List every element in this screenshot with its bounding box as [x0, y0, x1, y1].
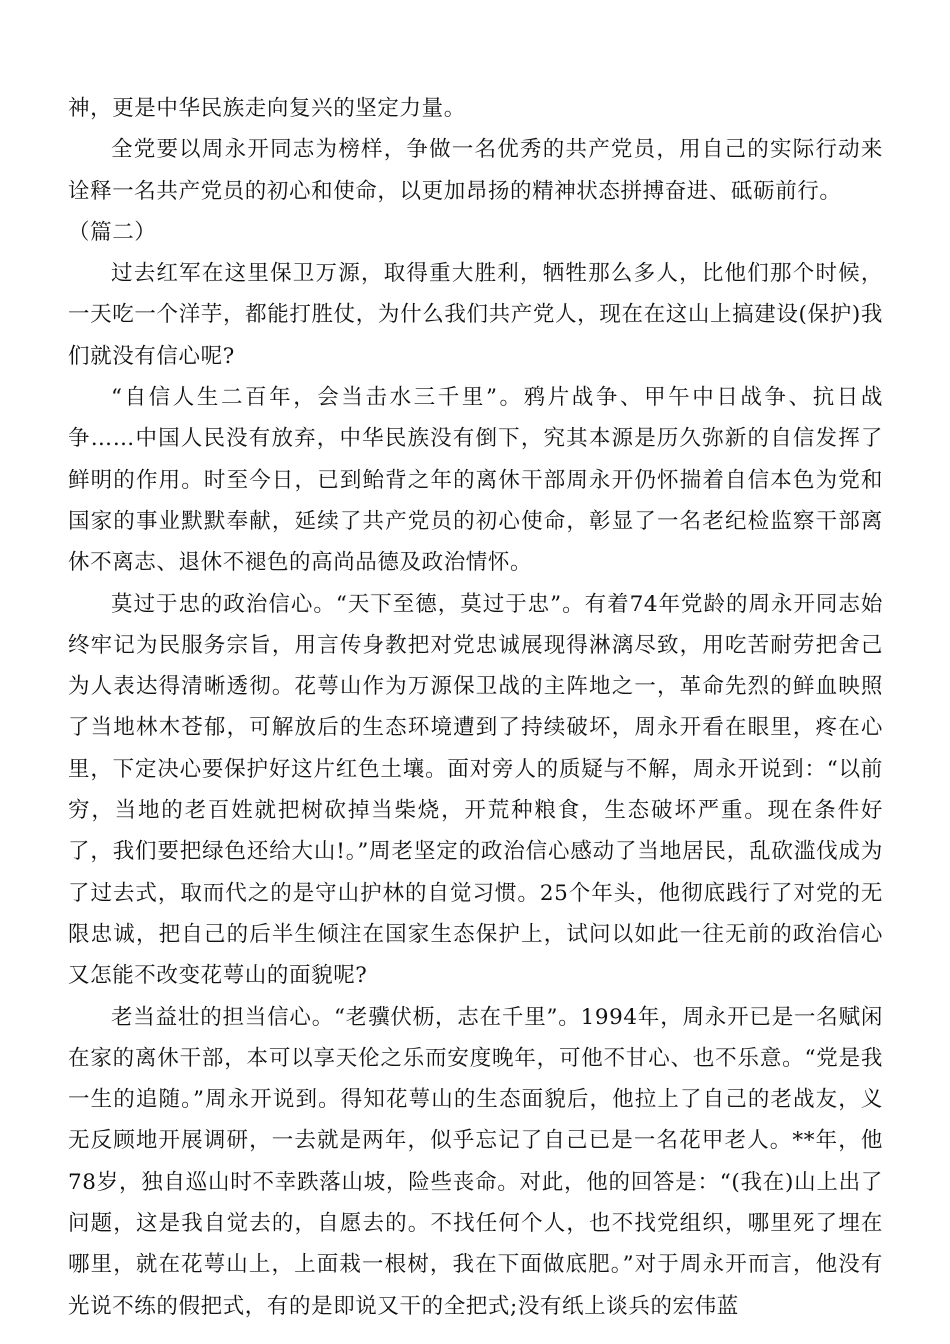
- section-heading: （篇二）: [68, 219, 157, 245]
- paragraph-role-model: 全党要以周永开同志为榜样，争做一名优秀的共产党员，用自己的实际行动来诠释一名共产党员的初心和使命，以更加昂扬的精神状态拼搏奋进、砥砺前行。: [68, 137, 883, 204]
- paragraph-responsibility-confidence: 老当益壮的担当信心。“老骥伏枥，志在千里”。1994年，周永开已是一名赋闲在家的离休干部，本可以享天伦之乐而安度晚年，可他不甘心、也不乐意。“党是我一生的追随。”周永开说到。得知花萼山的生态面貌后，他拉上了自己的老战友，义无反顾地开展调研，一去就是两年，似乎忘记了自己已是一名花甲老人。**年，他78岁，独自巡山时不幸跌落山坡，险些丧命。对此，他的回答是：“(我在)山上出了问题，这是我自觉去的，自愿去的。不找任何个人，也不找党组织，哪里死了埋在哪里，就在花萼山上，上面栽一根树，我在下面做底肥。”对于周永开而言，他没有光说不练的假把式，有的是即说又干的全把式;没有纸上谈兵的宏伟蓝: [68, 1004, 883, 1319]
- paragraph-self-confidence: “自信人生二百年，会当击水三千里”。鸦片战争、甲午中日战争、抗日战争……中国人民没有放弃，中华民族没有倒下，究其本源是历久弥新的自信发挥了鲜明的作用。时至今日，已到鲐背之年的离休干部周永开仍怀揣着自信本色为党和国家的事业默默奉献，延续了共产党员的初心使命，彰显了一名老纪检监察干部离休不离志、退休不褪色的高尚品德及政治情怀。: [68, 385, 883, 576]
- paragraph-political-confidence: 莫过于忠的政治信心。“天下至德，莫过于忠”。有着74年党龄的周永开同志始终牢记为民服务宗旨，用言传身教把对党忠诚展现得淋漓尽致，用吃苦耐劳把舍己为人表达得清晰透彻。花萼山作为万源保卫战的主阵地之一，革命先烈的鲜血映照了当地林木苍郁，可解放后的生态环境遭到了持续破坏，周永开看在眼里，疼在心里，下定决心要保护好这片红色土壤。面对旁人的质疑与不解，周永开说到：“以前穷，当地的老百姓就把树砍掉当柴烧，开荒种粮食，生态破坏严重。现在条件好了，我们要把绿色还给大山!。”周老坚定的政治信心感动了当地居民，乱砍滥伐成为了过去式，取而代之的是守山护林的自觉习惯。25个年头，他彻底践行了对党的无限忠诚，把自己的后半生倾注在国家生态保护上，试问以如此一往无前的政治信心又怎能不改变花萼山的面貌呢?: [68, 591, 883, 989]
- paragraph-red-army-quote: 过去红军在这里保卫万源，取得重大胜利，牺牲那么多人，比他们那个时候，一天吃一个洋芋，都能打胜仗，为什么我们共产党人，现在在这山上搞建设(保护)我们就没有信心呢?: [68, 261, 883, 369]
- paragraph-continuation: 神，更是中华民族走向复兴的坚定力量。: [68, 96, 466, 121]
- document-page: [68, 88, 883, 1327]
